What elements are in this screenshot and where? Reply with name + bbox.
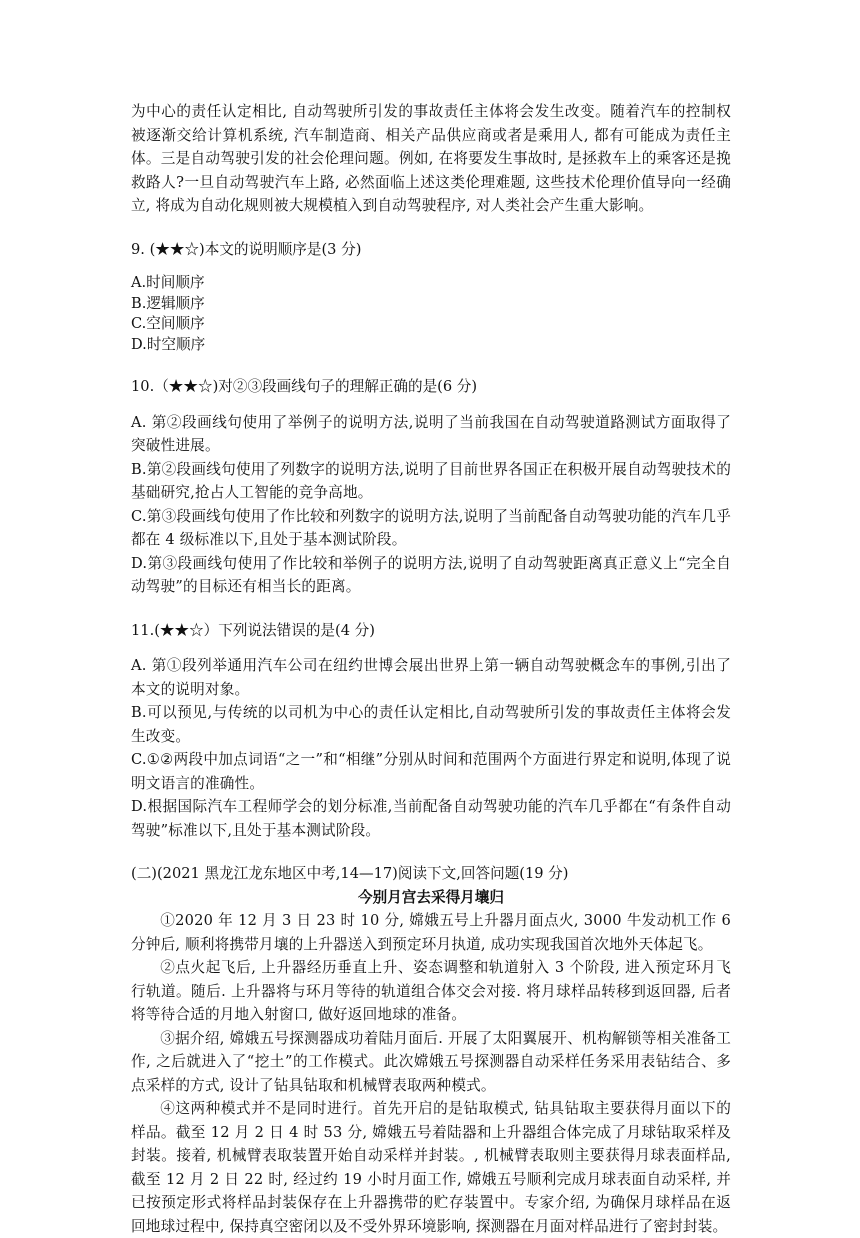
question-10-option-b: B.第②段画线句使用了列数字的说明方法,说明了目前世界各国正在积极开展自动驾驶技术的基础研究,抢占人工智能的竞争高地。 — [131, 460, 731, 501]
article-title: 今别月宫去采得月壤归 — [358, 888, 504, 906]
document-page — [131, 100, 731, 1238]
section-2-header: (二)(2021 黑龙江龙东地区中考,14—17)阅读下文,回答问题(19 分) — [131, 865, 569, 882]
question-9-option-a: A.时间顺序 — [131, 274, 205, 291]
question-10-option-c: C.第③段画线句使用了作比较和列数字的说明方法,说明了当前配备自动驾驶功能的汽车几乎都在 4 级标准以下,且处于基本测试阶段。 — [131, 507, 731, 548]
question-10-stem: 10.（★★☆)对②③段画线句子的理解正确的是(6 分) — [131, 378, 478, 395]
question-9-option-b: B.逻辑顺序 — [131, 294, 205, 312]
article-paragraph-1: ①2020 年 12 月 3 日 23 时 10 分, 嫦娥五号上升器月面点火, 3000 牛发动机工作 6 分钟后, 顺利将携带月壤的上升器送入到预定环月执道, 成功实现我国首次地外天体起飞。 — [131, 912, 731, 953]
question-11-option-a: A. 第①段列举通用汽车公司在纽约世博会展出世界上第一辆自动驾驶概念车的事例,引出了本文的说明对象。 — [131, 657, 731, 698]
article-paragraph-4: ④这两种模式并不是同时进行。首先开启的是钻取模式, 钻具钻取主要获得月面以下的样品。截至 12 月 2 日 4 时 53 分, 嫦娥五号着陆器和上升器组合体完成了月球钻取采样及封装。接着, 机械臂表取装置开始自动采样并封装。, 机械臂表取则主要获得月球表面样品, 截至 12 月 2 日 22 时, 经过约 19 小时月面工作, 嫦娥五号顺利完成月球表面自动采样, 并已按预定形式将样品封装保存在上升器携带的贮存装置中。专家介绍, 为确保月球样品在返回地球过程中, 保持真空密闭以及不受外界环境影响, 探测器在月面对样品进行了密封封装。 — [131, 1100, 731, 1235]
question-11-option-d: D.根据国际汽车工程师学会的划分标准,当前配备自动驾驶功能的汽车几乎都在“有条件自动驾驶”标准以下,且处于基本测试阶段。 — [131, 798, 731, 839]
question-10-option-a: A. 第②段画线句使用了举例子的说明方法,说明了当前我国在自动驾驶道路测试方面取得了突破性进展。 — [131, 413, 731, 454]
question-11-option-c: C.①②两段中加点词语“之一”和“相继”分别从时间和范围两个方面进行界定和说明,体现了说明文语言的准确性。 — [131, 751, 731, 792]
question-11-option-b: B.可以预见,与传统的以司机为中心的责任认定相比,自动驾驶所引发的事故责任主体将会发生改变。 — [131, 704, 731, 745]
article-paragraph-3: ③据介绍, 嫦娥五号探测器成功着陆月面后. 开展了太阳翼展开、机构解锁等相关准备工作, 之后就进入了“挖土”的工作模式。此次嫦娥五号探测器自动采样任务采用表钻结合、多点采样的方式, 设计了钻具钻取和机械臂表取两种模式。 — [131, 1029, 731, 1094]
question-9-stem: 9. (★★☆)本文的说明顺序是(3 分) — [131, 240, 362, 258]
article-paragraph-2: ②点火起飞后, 上升器经历垂直上升、姿态调整和轨道射入 3 个阶段, 进入预定环月飞行轨道。随后. 上升器将与环月等待的轨道组合体交会对接. 将月球样品转移到返回器, 后者将等待合适的月地入射窗口, 做好返回地球的准备。 — [131, 959, 731, 1023]
question-9-option-d: D.时空顺序 — [131, 335, 206, 353]
question-11-stem: 11.(★★☆）下列说法错误的是(4 分) — [131, 621, 375, 639]
question-9-option-c: C.空间顺序 — [131, 315, 205, 332]
question-10-option-d: D.第③段画线句使用了作比较和举例子的说明方法,说明了自动驾驶距离真正意义上“完全自动驾驶”的目标还有相当长的距离。 — [131, 554, 731, 595]
passage-intro-paragraph: 为中心的责任认定相比, 自动驾驶所引发的事故责任主体将会发生改变。随着汽车的控制权被逐渐交给计算机系统, 汽车制造商、相关产品供应商或者是乘用人, 都有可能成为责任主体。三是自动驾驶引发的社会伦理问题。例如, 在将要发生事故时, 是拯救车上的乘客还是挽救路人?一旦自动驾驶汽车上路, 必然面临上述这类伦理难题, 这些技术伦理价值导向一经确立, 将成为自动化规则被大规模植入到自动驾驶程序, 对人类社会产生重大影响。 — [131, 103, 731, 214]
